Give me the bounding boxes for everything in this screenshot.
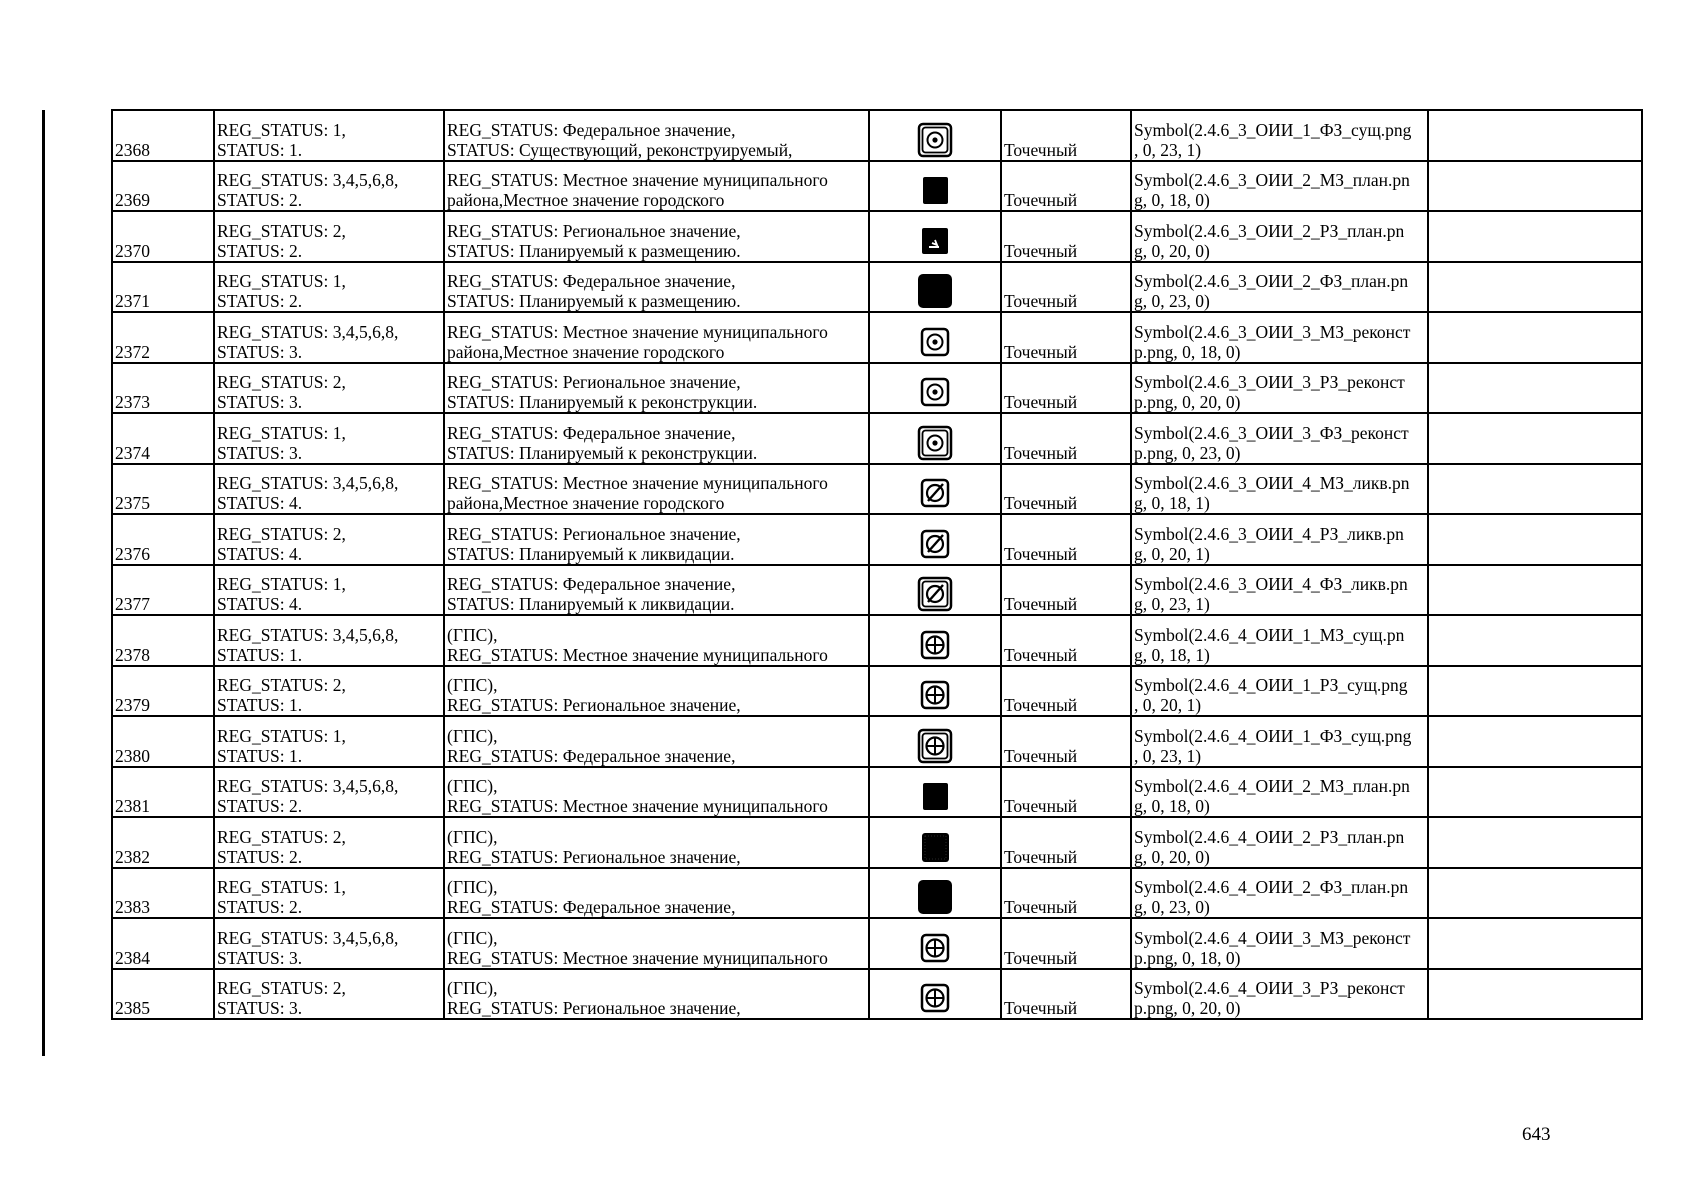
status-description-text: (ГПС), REG_STATUS: Региональное значение, [447, 826, 741, 867]
status-codes-text: REG_STATUS: 2, STATUS: 2. [217, 826, 346, 867]
symbol-reference-text: Symbol(2.4.6_3_ОИИ_3_ФЗ_реконст р.png, 0, 23, 0) [1134, 422, 1409, 463]
status-description-text: REG_STATUS: Федеральное значение, STATUS: Планируемый к реконструкции. [447, 422, 758, 463]
row-number: 2385 [112, 969, 214, 1020]
square-ring-dot-framed-icon [915, 120, 955, 160]
symbol-reference-text: Symbol(2.4.6_3_ОИИ_3_МЗ_реконст р.png, 0, 18, 0) [1134, 321, 1411, 362]
row-number: 2378 [112, 615, 214, 666]
geometry-type: Точечный [1001, 615, 1131, 666]
symbol-reference [1131, 817, 1428, 868]
status-description-text: REG_STATUS: Региональное значение, STATUS: Планируемый к размещению. [447, 220, 741, 261]
symbol-cell [869, 262, 1001, 313]
status-description-text: REG_STATUS: Федеральное значение, STATUS: Планируемый к размещению. [447, 271, 741, 311]
status-description-text: (ГПС), REG_STATUS: Региональное значение, [447, 675, 741, 715]
table-row [112, 514, 1642, 565]
geometry-type: Точечный [1001, 161, 1131, 212]
symbol-reference-text: Symbol(2.4.6_4_ОИИ_2_МЗ_план.pn g, 0, 18, 0) [1134, 776, 1410, 816]
geometry-type: Точечный [1001, 767, 1131, 818]
symbol-table [111, 109, 1643, 1020]
table-row [112, 161, 1642, 212]
status-codes [214, 262, 444, 313]
filled-square-mark-icon [915, 221, 955, 261]
geometry-type: Точечный [1001, 413, 1131, 464]
status-codes [214, 868, 444, 919]
symbol-reference [1131, 868, 1428, 919]
status-codes-text: REG_STATUS: 3,4,5,6,8, STATUS: 2. [217, 776, 399, 816]
table-row [112, 262, 1642, 313]
status-codes-text: REG_STATUS: 3,4,5,6,8, STATUS: 2. [217, 170, 399, 210]
status-description-text: REG_STATUS: Региональное значение, STATUS: Планируемый к ликвидации. [447, 523, 741, 564]
geometry-type: Точечный [1001, 868, 1131, 919]
square-ring-cross-icon [915, 675, 955, 715]
empty-cell [1428, 918, 1642, 969]
empty-cell [1428, 312, 1642, 363]
row-number: 2370 [112, 211, 214, 262]
table-row [112, 413, 1642, 464]
status-codes [214, 110, 444, 161]
geometry-type: Точечный [1001, 312, 1131, 363]
status-codes-text: REG_STATUS: 3,4,5,6,8, STATUS: 3. [217, 927, 399, 968]
table-row [112, 565, 1642, 616]
row-number: 2384 [112, 918, 214, 969]
square-ring-cross-framed-icon [915, 726, 955, 766]
status-description-text: REG_STATUS: Местное значение муниципального района,Местное значение городского [447, 321, 828, 362]
symbol-cell [869, 161, 1001, 212]
symbol-reference-text: Symbol(2.4.6_4_ОИИ_1_РЗ_сущ.png , 0, 20, 1) [1134, 675, 1408, 715]
geometry-type: Точечный [1001, 565, 1131, 616]
status-codes-text: REG_STATUS: 1, STATUS: 1. [217, 119, 346, 160]
status-codes [214, 615, 444, 666]
symbol-reference-text: Symbol(2.4.6_3_ОИИ_1_ФЗ_сущ.png , 0, 23, 1) [1134, 119, 1412, 160]
symbol-reference [1131, 565, 1428, 616]
symbol-cell [869, 514, 1001, 565]
symbol-reference-text: Symbol(2.4.6_4_ОИИ_3_МЗ_реконст р.png, 0, 18, 0) [1134, 927, 1411, 968]
table-row [112, 110, 1642, 161]
status-description [444, 817, 869, 868]
table-row [112, 312, 1642, 363]
empty-cell [1428, 211, 1642, 262]
status-description-text: (ГПС), REG_STATUS: Федеральное значение, [447, 725, 736, 766]
row-number: 2374 [112, 413, 214, 464]
geometry-type: Точечный [1001, 363, 1131, 414]
symbol-cell [869, 969, 1001, 1020]
filled-square-large-icon [915, 877, 955, 917]
status-description-text: REG_STATUS: Региональное значение, STATUS: Планируемый к реконструкции. [447, 372, 758, 412]
status-codes [214, 767, 444, 818]
table-row [112, 666, 1642, 717]
table-row [112, 868, 1642, 919]
row-number: 2368 [112, 110, 214, 161]
symbol-reference-text: Symbol(2.4.6_3_ОИИ_2_ФЗ_план.pn g, 0, 23, 0) [1134, 271, 1409, 311]
symbol-cell [869, 767, 1001, 818]
symbol-reference-text: Symbol(2.4.6_3_ОИИ_4_МЗ_ликв.pn g, 0, 18, 1) [1134, 473, 1410, 513]
page-number: 643 [1522, 1124, 1551, 1145]
row-number: 2383 [112, 868, 214, 919]
status-codes-text: REG_STATUS: 2, STATUS: 4. [217, 523, 346, 564]
square-ring-dot-icon [915, 322, 955, 362]
table-row [112, 615, 1642, 666]
status-description-text: (ГПС), REG_STATUS: Федеральное значение, [447, 877, 736, 917]
status-description [444, 464, 869, 515]
empty-cell [1428, 767, 1642, 818]
symbol-reference-text: Symbol(2.4.6_4_ОИИ_1_МЗ_сущ.pn g, 0, 18, 1) [1134, 624, 1405, 665]
symbol-reference [1131, 464, 1428, 515]
status-description-text: REG_STATUS: Местное значение муниципального района,Местное значение городского [447, 170, 828, 210]
geometry-type: Точечный [1001, 262, 1131, 313]
status-description-text: (ГПС), REG_STATUS: Региональное значение, [447, 978, 741, 1018]
symbol-reference [1131, 716, 1428, 767]
status-description [444, 918, 869, 969]
geometry-type: Точечный [1001, 969, 1131, 1020]
symbol-reference [1131, 110, 1428, 161]
square-ring-slash-icon [915, 524, 955, 564]
filled-square-medium-icon [915, 827, 955, 867]
empty-cell [1428, 262, 1642, 313]
symbol-reference-text: Symbol(2.4.6_3_ОИИ_2_РЗ_план.pn g, 0, 20, 0) [1134, 220, 1405, 261]
table-row [112, 918, 1642, 969]
symbol-reference [1131, 666, 1428, 717]
symbol-reference-text: Symbol(2.4.6_4_ОИИ_2_РЗ_план.pn g, 0, 20, 0) [1134, 826, 1405, 867]
status-description-text: REG_STATUS: Местное значение муниципального района,Местное значение городского [447, 473, 828, 513]
row-number: 2377 [112, 565, 214, 616]
row-number: 2379 [112, 666, 214, 717]
status-description [444, 716, 869, 767]
filled-square-small-icon [915, 776, 955, 816]
geometry-type: Точечный [1001, 666, 1131, 717]
status-description-text: REG_STATUS: Федеральное значение, STATUS: Существующий, реконструируемый, [447, 119, 793, 160]
square-ring-dot-icon [915, 372, 955, 412]
row-number: 2369 [112, 161, 214, 212]
empty-cell [1428, 565, 1642, 616]
table-row [112, 969, 1642, 1020]
status-codes-text: REG_STATUS: 2, STATUS: 2. [217, 220, 346, 261]
symbol-cell [869, 565, 1001, 616]
status-codes [214, 817, 444, 868]
status-description [444, 666, 869, 717]
table-row [112, 464, 1642, 515]
square-ring-cross-icon [915, 978, 955, 1018]
table-row [112, 716, 1642, 767]
symbol-cell [869, 666, 1001, 717]
status-codes [214, 565, 444, 616]
symbol-cell [869, 312, 1001, 363]
status-codes-text: REG_STATUS: 1, STATUS: 2. [217, 271, 346, 311]
empty-cell [1428, 110, 1642, 161]
table-row [112, 817, 1642, 868]
status-description [444, 161, 869, 212]
status-description-text: (ГПС), REG_STATUS: Местное значение муниципального [447, 776, 828, 816]
symbol-reference-text: Symbol(2.4.6_4_ОИИ_3_РЗ_реконст р.png, 0, 20, 0) [1134, 978, 1405, 1018]
row-number: 2373 [112, 363, 214, 414]
square-ring-slash-icon [915, 473, 955, 513]
empty-cell [1428, 514, 1642, 565]
status-codes [214, 161, 444, 212]
status-description [444, 767, 869, 818]
geometry-type: Точечный [1001, 817, 1131, 868]
status-codes [214, 666, 444, 717]
status-codes-text: REG_STATUS: 2, STATUS: 3. [217, 372, 346, 412]
status-description-text: REG_STATUS: Федеральное значение, STATUS: Планируемый к ликвидации. [447, 574, 736, 614]
symbol-cell [869, 110, 1001, 161]
status-description [444, 969, 869, 1020]
symbol-cell [869, 716, 1001, 767]
symbol-cell [869, 464, 1001, 515]
symbol-reference [1131, 161, 1428, 212]
status-description [444, 413, 869, 464]
symbol-reference [1131, 514, 1428, 565]
status-codes [214, 464, 444, 515]
status-codes [214, 514, 444, 565]
status-codes [214, 918, 444, 969]
left-margin-rule [42, 110, 45, 1056]
status-description [444, 262, 869, 313]
square-ring-cross-icon [915, 928, 955, 968]
geometry-type: Точечный [1001, 211, 1131, 262]
empty-cell [1428, 716, 1642, 767]
geometry-type: Точечный [1001, 918, 1131, 969]
geometry-type: Точечный [1001, 110, 1131, 161]
empty-cell [1428, 464, 1642, 515]
row-number: 2376 [112, 514, 214, 565]
status-description-text: (ГПС), REG_STATUS: Местное значение муниципального [447, 927, 828, 968]
symbol-cell [869, 211, 1001, 262]
table-row [112, 211, 1642, 262]
symbol-reference-text: Symbol(2.4.6_4_ОИИ_2_ФЗ_план.pn g, 0, 23, 0) [1134, 877, 1409, 917]
table-body [112, 110, 1642, 1019]
status-codes-text: REG_STATUS: 1, STATUS: 3. [217, 422, 346, 463]
status-codes-text: REG_STATUS: 3,4,5,6,8, STATUS: 3. [217, 321, 399, 362]
symbol-reference-text: Symbol(2.4.6_4_ОИИ_1_ФЗ_сущ.png , 0, 23, 1) [1134, 725, 1412, 766]
status-description [444, 312, 869, 363]
row-number: 2380 [112, 716, 214, 767]
symbol-reference [1131, 413, 1428, 464]
symbol-reference-text: Symbol(2.4.6_3_ОИИ_4_РЗ_ликв.pn g, 0, 20, 1) [1134, 523, 1404, 564]
status-codes-text: REG_STATUS: 1, STATUS: 1. [217, 725, 346, 766]
symbol-reference [1131, 969, 1428, 1020]
symbol-reference [1131, 262, 1428, 313]
symbol-reference-text: Symbol(2.4.6_3_ОИИ_4_ФЗ_ликв.pn g, 0, 23, 1) [1134, 574, 1408, 614]
status-codes-text: REG_STATUS: 2, STATUS: 1. [217, 675, 346, 715]
symbol-reference [1131, 363, 1428, 414]
status-description [444, 363, 869, 414]
filled-square-large-icon [915, 271, 955, 311]
status-codes-text: REG_STATUS: 1, STATUS: 4. [217, 574, 346, 614]
row-number: 2372 [112, 312, 214, 363]
status-description-text: (ГПС), REG_STATUS: Местное значение муниципального [447, 624, 828, 665]
status-description [444, 615, 869, 666]
square-ring-slash-framed-icon [915, 574, 955, 614]
symbol-cell [869, 918, 1001, 969]
table-row [112, 767, 1642, 818]
empty-cell [1428, 969, 1642, 1020]
table-row [112, 363, 1642, 414]
symbol-cell [869, 868, 1001, 919]
empty-cell [1428, 615, 1642, 666]
row-number: 2381 [112, 767, 214, 818]
status-codes-text: REG_STATUS: 3,4,5,6,8, STATUS: 4. [217, 473, 399, 513]
square-ring-cross-icon [915, 625, 955, 665]
symbol-reference [1131, 312, 1428, 363]
row-number: 2382 [112, 817, 214, 868]
status-description [444, 110, 869, 161]
symbol-cell [869, 817, 1001, 868]
symbol-reference-text: Symbol(2.4.6_3_ОИИ_2_МЗ_план.pn g, 0, 18, 0) [1134, 170, 1410, 210]
empty-cell [1428, 161, 1642, 212]
symbol-cell [869, 363, 1001, 414]
status-codes [214, 716, 444, 767]
status-codes [214, 413, 444, 464]
empty-cell [1428, 666, 1642, 717]
empty-cell [1428, 817, 1642, 868]
status-codes [214, 211, 444, 262]
status-codes-text: REG_STATUS: 2, STATUS: 3. [217, 978, 346, 1018]
symbol-reference-text: Symbol(2.4.6_3_ОИИ_3_РЗ_реконст р.png, 0, 20, 0) [1134, 372, 1405, 412]
status-codes-text: REG_STATUS: 3,4,5,6,8, STATUS: 1. [217, 624, 399, 665]
status-description [444, 565, 869, 616]
status-codes [214, 969, 444, 1020]
symbol-reference [1131, 767, 1428, 818]
empty-cell [1428, 413, 1642, 464]
status-codes-text: REG_STATUS: 1, STATUS: 2. [217, 877, 346, 917]
geometry-type: Точечный [1001, 716, 1131, 767]
row-number: 2371 [112, 262, 214, 313]
geometry-type: Точечный [1001, 464, 1131, 515]
status-description [444, 868, 869, 919]
empty-cell [1428, 868, 1642, 919]
status-codes [214, 312, 444, 363]
empty-cell [1428, 363, 1642, 414]
filled-square-small-icon [915, 170, 955, 210]
symbol-reference [1131, 918, 1428, 969]
symbol-reference [1131, 211, 1428, 262]
symbol-reference [1131, 615, 1428, 666]
row-number: 2375 [112, 464, 214, 515]
symbol-cell [869, 615, 1001, 666]
square-ring-dot-framed-icon [915, 423, 955, 463]
status-codes [214, 363, 444, 414]
status-description [444, 514, 869, 565]
symbol-cell [869, 413, 1001, 464]
status-description [444, 211, 869, 262]
geometry-type: Точечный [1001, 514, 1131, 565]
